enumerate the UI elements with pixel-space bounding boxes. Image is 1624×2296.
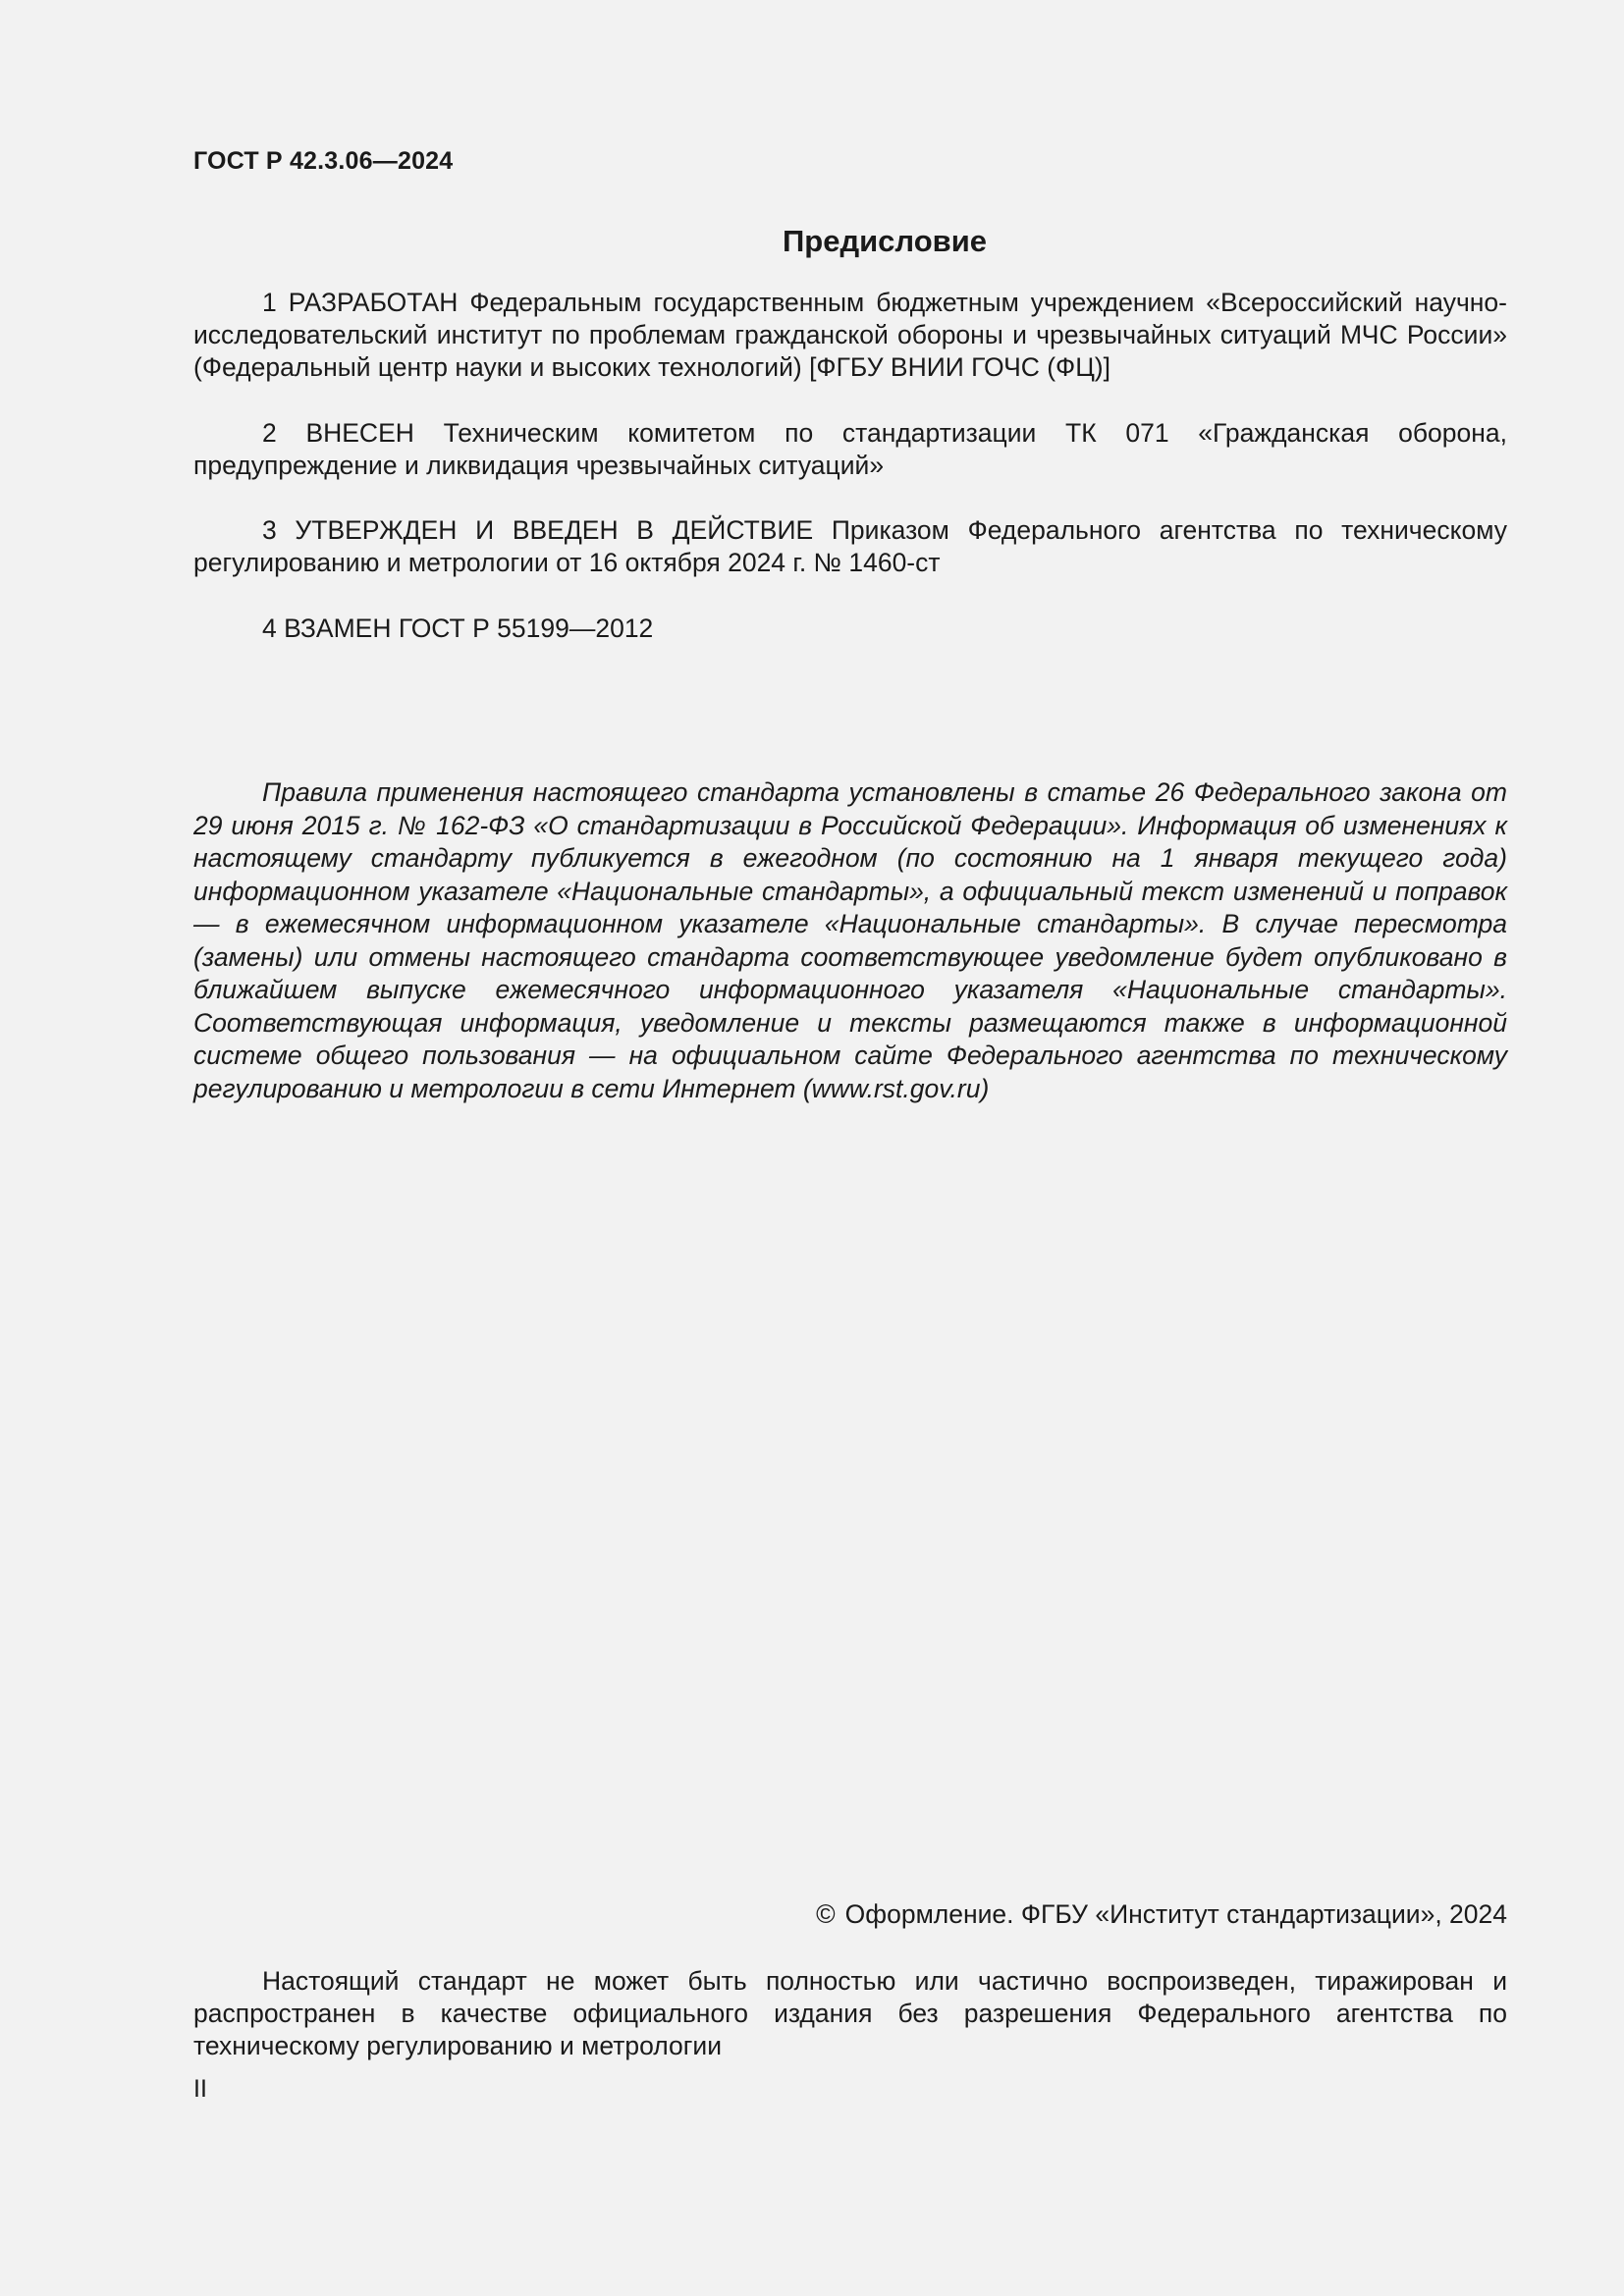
preface-item-1: 1 РАЗРАБОТАН Федеральным государственным бюджетным учреждением «Всероссийский научно-исследовательский институт по проблемам гражданской обороны и чрезвычайных ситуаций МЧС России» (Федеральный центр науки и высоких технологий) [ФГБУ ВНИИ ГОЧС (ФЦ)] [193, 288, 1507, 382]
copyright-line [193, 1899, 1507, 1930]
page-number: II [193, 2075, 207, 2103]
rules-note: Правила применения настоящего стандарта установлены в статье 26 Федерального закона от 29 июня 2015 г. № 162-ФЗ «О стандартизации в Российской Федерации». Информация об изменениях к настоящему стандарту публикуется в ежегодном (по состоянию на 1 января текущего года) информационном указателе «Национальные стандарты», а официальный текст изменений и поправок — в ежемесячном информационном указателе «Национальные стандарты». В случае пересмотра (замены) или отмены настоящего стандарта соответствующее уведомление будет опубликовано в ближайшем выпуске ежемесячного информационного указателя «Национальные стандарты». Соответствующая информация, уведомление и тексты размещаются также в информационной системе общего пользования — на официальном сайте Федерального агентства по техническому регулированию и метрологии в сети Интернет (www.rst.gov.ru) [193, 777, 1507, 1103]
section-title: Предисловие [782, 224, 987, 258]
preface-item-3: 3 УТВЕРЖДЕН И ВВЕДЕН В ДЕЙСТВИЕ Приказом Федерального агентства по техническому регулированию и метрологии от 16 октября 2024 г. № 1460-ст [193, 515, 1507, 577]
preface-item-2: 2 ВНЕСЕН Техническим комитетом по стандартизации ТК 071 «Гражданская оборона, предупреждение и ликвидация чрезвычайных ситуаций» [193, 418, 1507, 480]
document-page [193, 0, 1507, 2296]
reproduction-notice: Настоящий стандарт не может быть полностью или частично воспроизведен, тиражирован и распространен в качестве официального издания без разрешения Федерального агентства по техническому регулированию и метрологии [193, 1966, 1507, 2060]
preface-item-4: 4 ВЗАМЕН ГОСТ Р 55199—2012 [262, 614, 654, 643]
document-code: ГОСТ Р 42.3.06—2024 [193, 147, 454, 175]
copyright-symbol: © [816, 1899, 836, 1929]
copyright-text: Оформление. ФГБУ «Институт стандартизации», 2024 [844, 1899, 1507, 1929]
